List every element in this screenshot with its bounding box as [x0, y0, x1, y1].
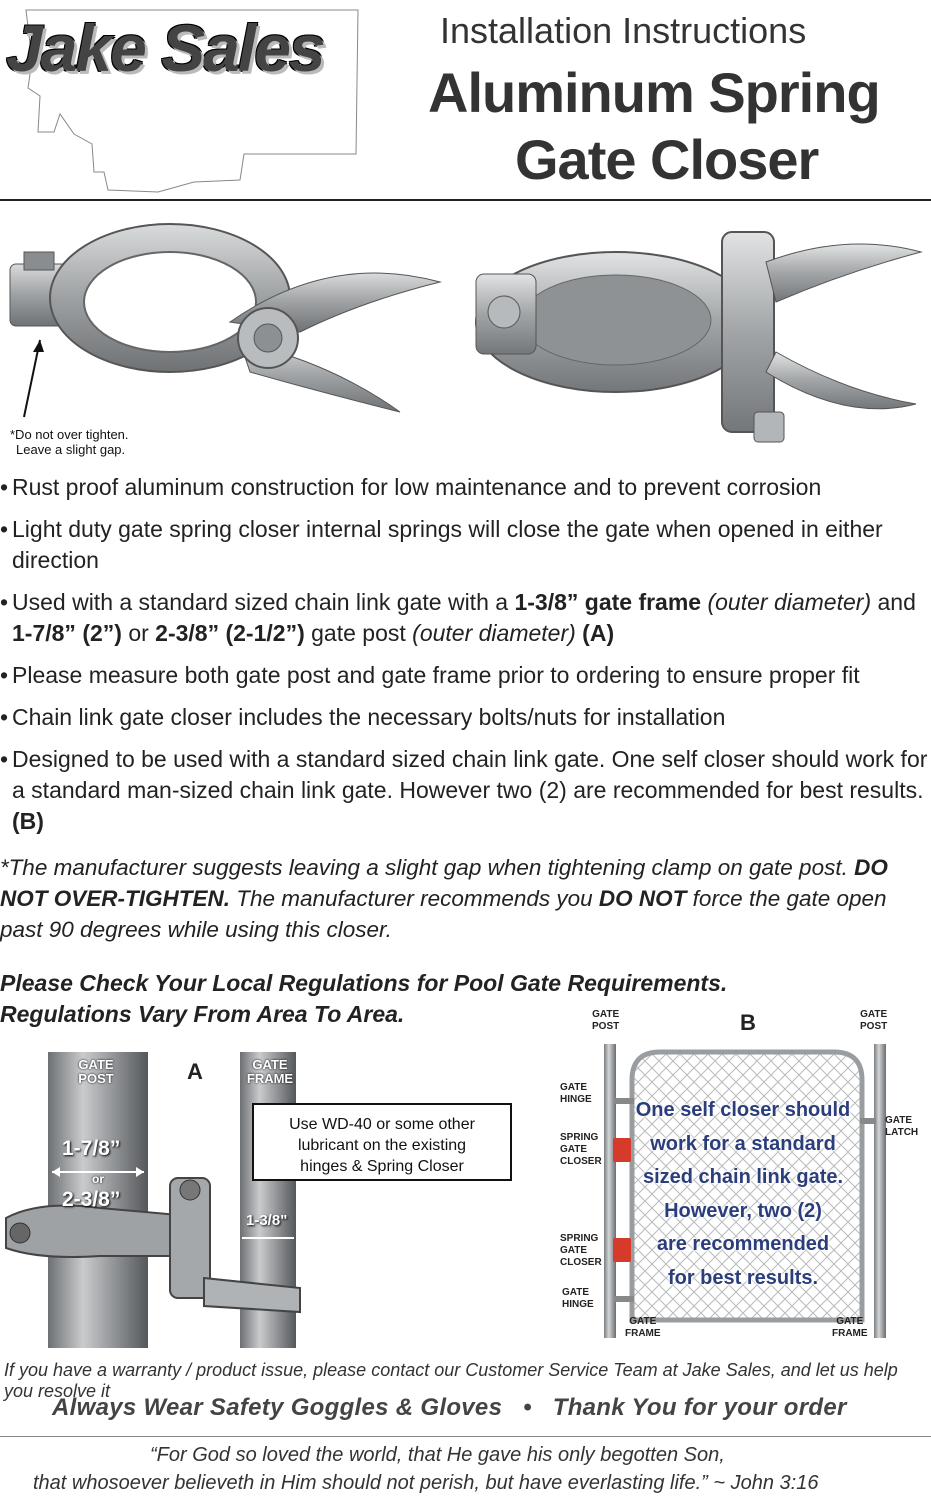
- subtitle: Installation Instructions: [440, 10, 807, 51]
- gate-post-left-label: GATE POST: [592, 1009, 620, 1032]
- feature-item: • Chain link gate closer includes the necessary bolts/nuts for installation: [0, 702, 931, 733]
- gate-frame-label: GATE FRAME: [246, 1057, 294, 1086]
- spring-closer-bottom-label: SPRING GATE CLOSER: [560, 1233, 602, 1268]
- figure-b-label: B: [740, 1010, 756, 1035]
- figure-a-label: A: [187, 1059, 203, 1084]
- page-title-line-2: Gate Closer: [515, 128, 819, 191]
- gate-hinge-top-label: GATE HINGE: [560, 1082, 592, 1105]
- regulations-warning: Please Check Your Local Regulations for Pool Gate Requirements. Regulations Vary From Area To Area.: [0, 970, 728, 1027]
- product-photo-front: [0, 212, 460, 427]
- page-title-line-1: Aluminum Spring: [428, 61, 880, 124]
- divider: [0, 199, 931, 201]
- lubricant-tip-box: Use WD-40 or some other lubricant on the existing hinges & Spring Closer: [252, 1103, 512, 1181]
- product-photo-side: [466, 212, 926, 452]
- feature-item: • Rust proof aluminum construction for low maintenance and to prevent corrosion: [0, 472, 931, 503]
- post-dimension-1: 1-7/8”: [62, 1137, 121, 1160]
- spring-closer-top-label: SPRING GATE CLOSER: [560, 1132, 602, 1167]
- figure-a-illustration: [0, 1050, 310, 1348]
- manufacturer-disclaimer: *The manufacturer suggests leaving a slight gap when tightening clamp on gate post. DO NOT OVER-TIGHTEN. The manufacturer recommends you DO NOT force the gate open past 90 degrees while using this closer.: [0, 855, 888, 942]
- feature-item: • Used with a standard sized chain link gate with a 1-3/8” gate frame (outer diameter) and 1-7/8” (2”) or 2-3/8” (2-1/2”) gate post (outer diameter) (A): [0, 587, 931, 649]
- gate-post-label: GATE POST: [78, 1057, 114, 1086]
- gate-recommendation-message: One self closer should work for a standard sized chain link gate. However, two (2) are recommended for best results.: [635, 1099, 851, 1289]
- gate-latch-label: GATE LATCH: [885, 1115, 919, 1138]
- safety-banner: Always Wear Safety Goggles & Gloves • Thank You for your order: [52, 1394, 847, 1421]
- frame-dimension: 1-3/8": [246, 1212, 288, 1229]
- feature-item: • Please measure both gate post and gate frame prior to ordering to ensure proper fit: [0, 660, 931, 691]
- photo-note: *Do not over tighten. Leave a slight gap.: [10, 427, 129, 457]
- verse-line-2: that whosoever believeth in Him should not perish, but have everlasting life.” ~ John 3:16: [33, 1472, 819, 1494]
- gate-frame-right-label: GATE FRAME: [832, 1316, 868, 1339]
- post-dimension-2: 2-3/8”: [62, 1188, 121, 1211]
- gate-frame-left-label: GATE FRAME: [625, 1316, 661, 1339]
- gate-post-right-label: GATE POST: [860, 1009, 888, 1032]
- verse-line-1: “For God so loved the world, that He gave his only begotten Son,: [150, 1444, 725, 1466]
- feature-item: • Light duty gate spring closer internal springs will close the gate when opened in either direction: [0, 514, 931, 576]
- footer-divider: [0, 1436, 931, 1437]
- feature-item: • Designed to be used with a standard sized chain link gate. One self closer should work for a standard man-sized chain link gate. However two (2) are recommended for best results. (B): [0, 744, 931, 837]
- post-dimension-or: or: [92, 1172, 104, 1186]
- customer-service-note: If you have a warranty / product issue, please contact our Customer Service Team at Jake Sales, and let us help you resolve it: [4, 1360, 898, 1401]
- feature-list: [0, 472, 931, 848]
- gate-hinge-bottom-label: GATE HINGE: [562, 1287, 594, 1310]
- brand-logo: Jake Sales: [6, 11, 324, 85]
